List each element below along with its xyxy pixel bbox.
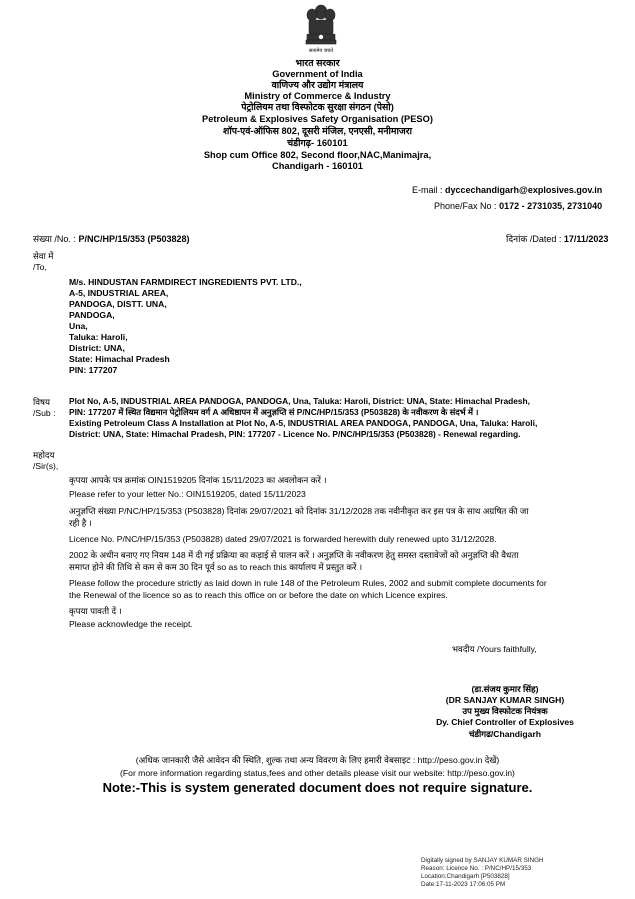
- body-p3-hindi-1: 2002 के अधीन बनाए गए नियम 148 में दी गई प्रक्रिया का कड़ाई से पालन करें । अनुज्ञप्ति के नवीकरण हेतु समस्त दस्तावेजों को अनुज्ञप्ति की वैधता: [69, 550, 519, 560]
- phone-line: [434, 201, 602, 212]
- ref-label: संख्या /No. :: [33, 234, 76, 244]
- phone-label: Phone/Fax No :: [434, 201, 497, 211]
- body-p3-2: the Renewal of the licence so as to reach this office on or before the date on which Licence expires.: [69, 590, 448, 600]
- designation-hindi: उप मुख्य विस्फोटक नियंत्रक: [462, 706, 548, 716]
- address-line-3: PANDOGA, DISTT. UNA,: [69, 299, 167, 309]
- national-emblem: [303, 2, 339, 58]
- subject-line-3: Existing Petroleum Class A Installation at Plot No, A-5, INDUSTRIAL AREA PANDOGA, PANDOGA, Una, Taluka: Haroli,: [69, 418, 538, 428]
- subject-label: /Sub :: [33, 408, 56, 418]
- header-govt: Government of India: [272, 69, 363, 79]
- digital-sign-line-1: Digitally signed by SANJAY KUMAR SINGH: [421, 857, 544, 864]
- reference-number: [33, 234, 190, 245]
- signatory-name-hindi: (डा.संजय कुमार सिंह): [471, 684, 539, 694]
- reference-date: [506, 234, 608, 245]
- email-value: dyccechandigarh@explosives.gov.in: [445, 185, 603, 195]
- to-label: /To,: [33, 262, 47, 272]
- digital-sign-line-3: Location:Chandigarh [P503828]: [421, 873, 510, 880]
- address-line-8: State: Himachal Pradesh: [69, 354, 170, 364]
- signatory-name: (DR SANJAY KUMAR SINGH): [445, 695, 565, 705]
- footer-info-hindi: (अधिक जानकारी जैसे आवेदन की स्थिति, शुल्क तथा अन्य विवरण के लिए हमारी वेबसाइट : http://peso.gov.in देखें): [135, 755, 500, 765]
- address-line-6: Taluka: Haroli,: [69, 332, 128, 342]
- footer-note: Note:-This is system generated document does not require signature.: [102, 780, 533, 795]
- designation: Dy. Chief Controller of Explosives: [436, 717, 574, 727]
- subject-line-2: PIN: 177207 में स्थित विद्यमान पेट्रोलियम वर्ग A अधिष्ठापन में अनुज्ञप्ति सं P/NC/HP/15/353 (P503828) के नवीकरण के संदर्भ में ।: [69, 407, 479, 417]
- body-p3-hindi-2: समाप्त होने की तिथि से कम से कम 30 दिन पूर्व so as to reach this कार्यालय में प्रस्तुत करें ।: [69, 562, 363, 572]
- header-office: Shop cum Office 802, Second floor,NAC,Manimajra,: [203, 150, 432, 160]
- address-line-2: A-5, INDUSTRIAL AREA,: [69, 288, 169, 298]
- body-p3-1: Please follow the procedure strictly as laid down in rule 148 of the Petroleum Rules, 2002 and submit complete documents for: [69, 578, 547, 588]
- header-hindi-org: पेट्रोलियम तथा विस्फोटक सुरक्षा संगठन (पेसो): [241, 102, 394, 112]
- address-line-7: District: UNA,: [69, 343, 125, 353]
- phone-value: 0172 - 2731035, 2731040: [499, 201, 603, 211]
- address-line-9: PIN: 177207: [69, 365, 118, 375]
- date-label: दिनांक /Dated :: [506, 234, 562, 244]
- email-label: E-mail :: [412, 185, 443, 195]
- salutation-hindi: महोदय: [33, 450, 55, 460]
- header-hindi-city: चंडीगढ़- 160101: [287, 138, 348, 148]
- footer-info: (For more information regarding status,fees and other details please visit our website: http://peso.gov.in): [120, 768, 515, 778]
- body-p2-hindi-1: अनुज्ञप्ति संख्या P/NC/HP/15/353 (P503828) दिनांक 29/07/2021 को दिनांक 31/12/2028 तक नवीनीकृत कर इस पत्र के साथ अग्रषित की जा: [69, 506, 529, 516]
- subject-line-4: District: UNA, State: Himachal Pradesh, PIN: 177207 - Licence No. P/NC/HP/15/353 (P503828) - Renewal regarding.: [69, 429, 521, 439]
- header-ministry: Ministry of Commerce & Industry: [244, 91, 391, 101]
- subject-label-hindi: विषय: [33, 397, 50, 407]
- body-p4: Please acknowledge the receipt.: [69, 619, 193, 629]
- address-line-5: Una,: [69, 321, 88, 331]
- ref-value: P/NC/HP/15/353 (P503828): [78, 234, 190, 244]
- address-line-4: PANDOGA,: [69, 310, 115, 320]
- body-p4-hindi: कृपया पावती दें ।: [69, 606, 122, 616]
- header-hindi-govt: भारत सरकार: [295, 58, 340, 68]
- email-line: [412, 185, 602, 196]
- header-hindi-ministry: वाणिज्य और उद्योग मंत्रालय: [271, 80, 364, 90]
- header-hindi-office: शॉप-एवं-ऑफिस 802, दूसरी मंजिल, एनएसी, मनीमाजरा: [223, 126, 412, 136]
- header-city: Chandigarh - 160101: [272, 161, 363, 171]
- body-p2-hindi-2: रही है ।: [69, 518, 92, 528]
- subject-line-1: Plot No, A-5, INDUSTRIAL AREA PANDOGA, PANDOGA, Una, Taluka: Haroli, District: UNA, State: Himachal Pradesh,: [69, 396, 530, 406]
- body-p2: Licence No. P/NC/HP/15/353 (P503828) dated 29/07/2021 is forwarded herewith duly renewed upto 31/12/2028.: [69, 534, 497, 544]
- to-label-hindi: सेवा में: [33, 251, 54, 261]
- emblem-motto: सत्यमेव जयते: [308, 48, 334, 54]
- yours-faithfully: भवदीय /Yours faithfully,: [452, 644, 537, 654]
- digital-sign-line-4: Date:17-11-2023 17:06:05 PM: [421, 881, 506, 888]
- body-p1: Please refer to your letter No.: OIN1519205, dated 15/11/2023: [69, 489, 306, 499]
- body-p1-hindi: कृपया आपके पत्र क्रमांक OIN1519205 दिनांक 15/11/2023 का अवलोकन करें ।: [69, 475, 327, 485]
- address-line-1: M/s. HINDUSTAN FARMDIRECT INGREDIENTS PVT. LTD.,: [69, 277, 302, 287]
- header-org: Petroleum & Explosives Safety Organisation (PESO): [202, 114, 433, 124]
- signatory-city: चंडीगढ/Chandigarh: [468, 729, 542, 739]
- date-value: 17/11/2023: [563, 234, 609, 244]
- salutation: /Sir(s),: [33, 461, 59, 471]
- digital-sign-line-2: Reason: Licence No. : P/NC/HP/15/353: [421, 865, 532, 872]
